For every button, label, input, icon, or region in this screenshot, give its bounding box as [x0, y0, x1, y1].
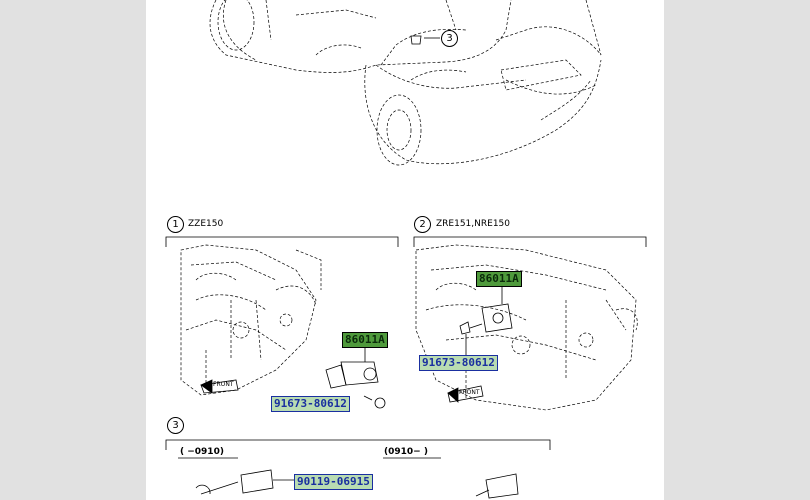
callout-2: 2 — [414, 216, 431, 233]
callout-1: 1 — [167, 216, 184, 233]
part-label-90119-06915[interactable]: 90119-06915 — [294, 474, 373, 490]
engine-illustration-1 — [181, 245, 321, 395]
engine-illustration-2 — [416, 245, 637, 410]
part-label-91673-80612-1[interactable]: 91673-80612 — [271, 396, 350, 412]
section-3-range-right: (0910− ) — [384, 447, 428, 457]
callout-3-car: 3 — [441, 30, 458, 47]
section-3-range-left: ( −0910) — [180, 447, 224, 457]
car-illustration — [210, 0, 601, 165]
parts-diagram-artwork — [146, 0, 664, 500]
part-label-86011a-2[interactable]: 86011A — [476, 271, 522, 287]
diagram-sheet — [146, 0, 664, 500]
sensor-part-2 — [460, 286, 512, 355]
front-label-1: FRONT — [213, 381, 234, 388]
callout-3: 3 — [167, 417, 184, 434]
front-label-2: FRONT — [459, 389, 480, 396]
part-label-86011a-1[interactable]: 86011A — [342, 332, 388, 348]
section-2-label: ZRE151,NRE150 — [436, 219, 510, 229]
bracket-1 — [166, 237, 398, 247]
part-label-91673-80612-2[interactable]: 91673-80612 — [419, 355, 498, 371]
section-1-label: ZZE150 — [188, 219, 224, 229]
bracket-2 — [414, 237, 646, 247]
